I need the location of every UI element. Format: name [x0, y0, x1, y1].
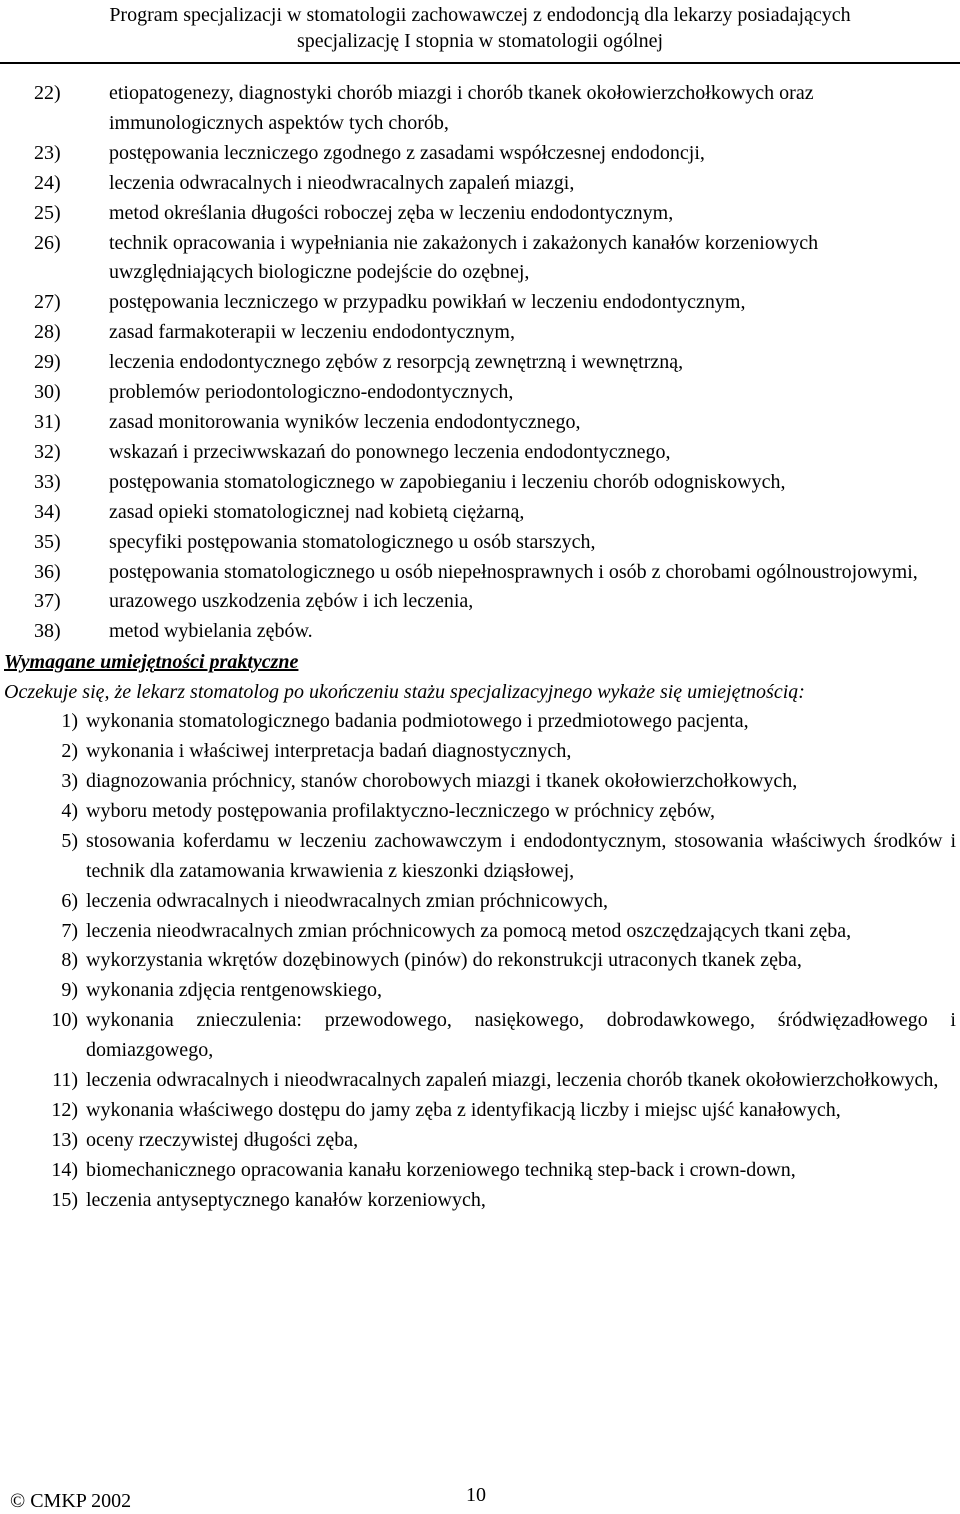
list-item-text: wyboru metody postępowania profilaktyczno-leczniczego w próchnicy zębów,	[86, 799, 716, 822]
list-item-number: 7)	[61, 919, 78, 942]
list-item-text: postępowania stomatologicznego u osób niepełnosprawnych i osób z chorobami ogólnoustrojowymi,	[109, 560, 918, 583]
list-item-text: leczenia odwracalnych i nieodwracalnych zmian próchnicowych,	[86, 889, 608, 912]
list-item	[0, 408, 960, 438]
page-number: 10	[466, 1484, 486, 1506]
list-item	[0, 946, 960, 976]
list-item-text: leczenia endodontycznego zębów z resorpcją zewnętrzną i wewnętrzną,	[109, 351, 684, 374]
list-item	[0, 737, 960, 767]
list-item-text: leczenia antyseptycznego kanałów korzeniowych,	[86, 1188, 486, 1211]
list-item-text: wykonania stomatologicznego badania podmiotowego i przedmiotowego pacjenta,	[86, 710, 749, 733]
list-item-text: problemów periodontologiczno-endodontycznych,	[109, 381, 514, 404]
list-item	[0, 79, 960, 139]
list-item	[0, 976, 960, 1006]
list-item	[0, 558, 960, 588]
list-item-text: metod określania długości roboczej zęba w leczeniu endodontycznym,	[109, 201, 674, 224]
list-item-number: 2)	[61, 740, 78, 763]
list-item-text: postępowania leczniczego zgodnego z zasadami współczesnej endodoncji,	[109, 141, 705, 164]
list-item	[0, 229, 960, 289]
list-item	[0, 1066, 960, 1096]
list-item	[0, 378, 960, 408]
list-item	[0, 917, 960, 947]
list-item-text: wykonania zdjęcia rentgenowskiego,	[86, 979, 383, 1002]
page-content	[0, 79, 960, 1216]
list-item	[0, 139, 960, 169]
list-item-text: wykonania i właściwej interpretacja badań diagnostycznych,	[86, 740, 572, 763]
list-item-number: 11)	[52, 1069, 78, 1092]
list-item-number: 24)	[34, 171, 61, 194]
list-item-text: wykonania znieczulenia: przewodowego, nasiękowego, dobrodawkowego, śródwięzadłowego i domiazgowego,	[86, 1009, 956, 1062]
section-title: Wymagane umiejętności praktyczne	[4, 651, 299, 674]
list-item	[0, 1156, 960, 1186]
list-item-number: 35)	[34, 530, 61, 553]
list-item-number: 3)	[61, 770, 78, 793]
page-footer	[0, 1484, 960, 1514]
list-item-number: 32)	[34, 440, 61, 463]
list-item-number: 13)	[51, 1128, 78, 1151]
list-item-text: postępowania leczniczego w przypadku powikłań w leczeniu endodontycznym,	[109, 291, 746, 314]
list-item-number: 1)	[61, 710, 78, 733]
list-item-number: 36)	[34, 560, 61, 583]
list-item-number: 34)	[34, 500, 61, 523]
list-item-number: 14)	[51, 1158, 78, 1181]
list-item-number: 4)	[61, 799, 78, 822]
list-item	[0, 528, 960, 558]
list-item-text: etiopatogenezy, diagnostyki chorób miazgi i chorób tkanek okołowierzchołkowych oraz immunologicznych aspektów tych chorób,	[109, 82, 814, 134]
list-item-number: 9)	[61, 979, 78, 1002]
list-item-number: 27)	[34, 291, 61, 314]
list-item-text: leczenia odwracalnych i nieodwracalnych zapaleń miazgi, leczenia chorób tkanek okołowierzchołkowych,	[86, 1069, 939, 1092]
list-item	[0, 468, 960, 498]
header-divider	[0, 62, 960, 64]
list-item-text: wskazań i przeciwwskazań do ponownego leczenia endodontycznego,	[109, 440, 671, 463]
section-intro: Oczekuje się, że lekarz stomatolog po ukończeniu stażu specjalizacyjnego wykaże się umiejętnością:	[4, 681, 805, 704]
list-item	[0, 318, 960, 348]
list-item-number: 37)	[34, 590, 61, 613]
list-item-text: wykorzystania wkrętów dozębinowych (pinów) do rekonstrukcji utraconych tkanek zęba,	[86, 949, 802, 972]
list-item	[0, 887, 960, 917]
list-item	[0, 288, 960, 318]
list-item-number: 30)	[34, 381, 61, 404]
list-item-number: 8)	[61, 949, 78, 972]
list-item-text: zasad monitorowania wyników leczenia endodontycznego,	[109, 410, 581, 433]
list-item-number: 33)	[34, 470, 61, 493]
list-item	[0, 707, 960, 737]
list-item-number: 15)	[51, 1188, 78, 1211]
page-header	[0, 0, 960, 62]
list-item-number: 10)	[51, 1009, 78, 1032]
list-item-number: 22)	[34, 82, 61, 104]
list-item	[0, 827, 960, 887]
list-item-text: leczenia odwracalnych i nieodwracalnych zapaleń miazgi,	[109, 171, 575, 194]
list-item	[0, 1126, 960, 1156]
list-item-text: postępowania stomatologicznego w zapobieganiu i leczeniu chorób odogniskowych,	[109, 470, 786, 493]
header-line-2: specjalizację I stopnia w stomatologii ogólnej	[296, 30, 663, 52]
list-item	[0, 438, 960, 468]
list-item-number: 38)	[34, 620, 61, 643]
footer-copyright: © CMKP 2002	[10, 1490, 132, 1512]
list-item-text: leczenia nieodwracalnych zmian próchnicowych za pomocą metod oszczędzających tkani zęba,	[86, 919, 852, 942]
list-item-text: zasad opieki stomatologicznej nad kobietą ciężarną,	[109, 500, 525, 523]
list-item	[0, 1186, 960, 1216]
list-item-text: stosowania koferdamu w leczeniu zachowawczym i endodontycznym, stosowania właściwych środków i technik dla zatamowania krwawienia z kieszonki dziąsłowej,	[86, 829, 956, 882]
list-item-text: biomechanicznego opracowania kanału korzeniowego techniką step-back i crown-down,	[86, 1158, 796, 1181]
list-item-text: specyfiki postępowania stomatologicznego u osób starszych,	[109, 530, 596, 553]
list-item-number: 5)	[61, 829, 78, 852]
list-item	[0, 348, 960, 378]
list-item-number: 31)	[34, 410, 61, 433]
list-item	[0, 797, 960, 827]
list-item-text: technik opracowania i wypełniania nie zakażonych i zakażonych kanałów korzeniowych uwzględniających biologiczne podejście do ozębnej,	[109, 231, 819, 284]
list-item	[0, 617, 960, 647]
list-item	[0, 498, 960, 528]
list-item-number: 28)	[34, 321, 61, 344]
skills-list	[0, 707, 960, 1215]
list-item-number: 12)	[51, 1099, 78, 1121]
list-item-number: 26)	[34, 231, 61, 254]
list-item	[0, 587, 960, 617]
list-item	[0, 1096, 960, 1126]
list-item	[0, 169, 960, 199]
list-item-text: diagnozowania próchnicy, stanów chorobowych miazgi i tkanek okołowierzchołkowych,	[86, 770, 798, 793]
list-item	[0, 767, 960, 797]
list-item-number: 23)	[34, 141, 61, 164]
list-item-text: wykonania właściwego dostępu do jamy zęba z identyfikacją liczby i miejsc ujść kanałowych,	[86, 1099, 841, 1121]
list-item	[0, 1006, 960, 1066]
list-item-text: urazowego uszkodzenia zębów i ich leczenia,	[109, 590, 474, 613]
list-item-text: metod wybielania zębów.	[109, 620, 313, 643]
list-item-text: zasad farmakoterapii w leczeniu endodontycznym,	[109, 321, 515, 344]
list-item-number: 29)	[34, 351, 61, 374]
list-item-number: 25)	[34, 201, 61, 224]
list-item-number: 6)	[61, 889, 78, 912]
knowledge-list	[0, 79, 960, 647]
list-item-text: oceny rzeczywistej długości zęba,	[86, 1128, 359, 1151]
list-item	[0, 199, 960, 229]
header-line-1: Program specjalizacji w stomatologii zachowawczej z endodoncją dla lekarzy posiadających	[109, 4, 851, 26]
